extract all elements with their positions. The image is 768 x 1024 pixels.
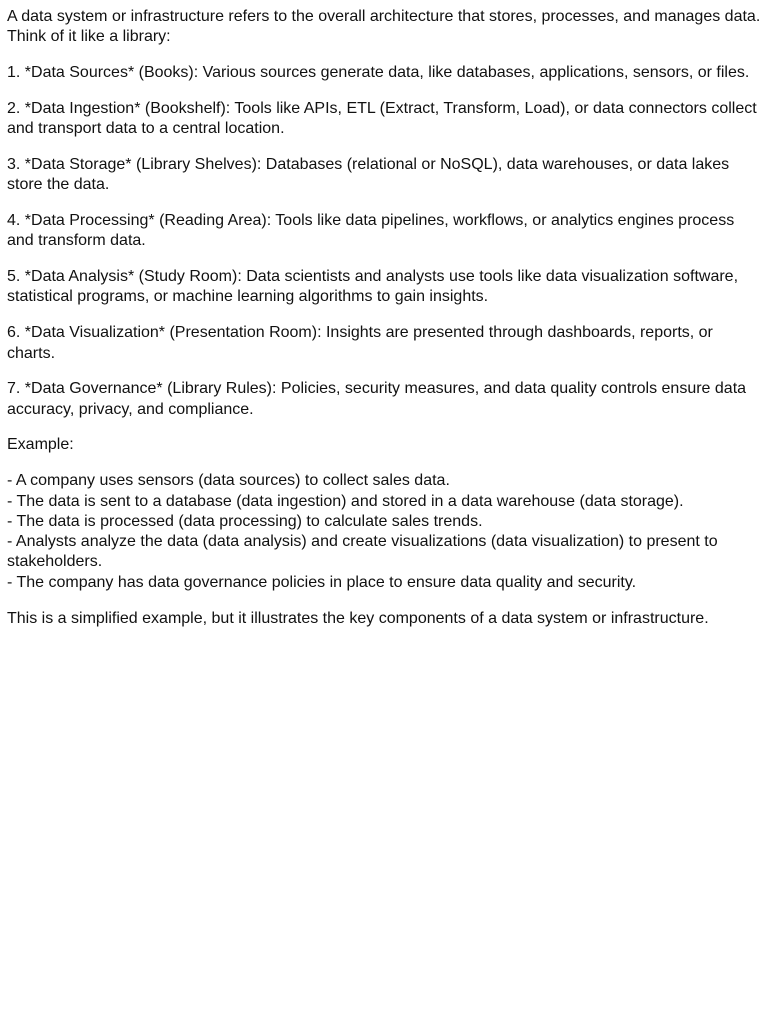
- example-item: - The data is sent to a database (data ingestion) and stored in a data warehouse (data storage).: [7, 492, 684, 510]
- component-item-data-processing: 4. *Data Processing* (Reading Area): Tools like data pipelines, workflows, or analytics engines process and transform data.: [7, 212, 735, 250]
- example-item: - The company has data governance policies in place to ensure data quality and security.: [7, 573, 637, 591]
- example-list: [7, 471, 762, 593]
- component-item-data-governance: 7. *Data Governance* (Library Rules): Policies, security measures, and data quality controls ensure data accuracy, privacy, and compliance.: [7, 380, 747, 418]
- component-item-data-visualization: 6. *Data Visualization* (Presentation Room): Insights are presented through dashboards, reports, or charts.: [7, 324, 713, 362]
- example-item: - The data is processed (data processing) to calculate sales trends.: [7, 512, 483, 530]
- example-item: - Analysts analyze the data (data analysis) and create visualizations (data visualization) to present to stakeholders.: [7, 533, 718, 571]
- example-heading: Example:: [7, 436, 74, 454]
- conclusion-paragraph: This is a simplified example, but it illustrates the key components of a data system or infrastructure.: [7, 609, 709, 627]
- component-item-data-ingestion: 2. *Data Ingestion* (Bookshelf): Tools like APIs, ETL (Extract, Transform, Load), or data connectors collect and transport data to a central location.: [7, 99, 757, 138]
- component-item-data-analysis: 5. *Data Analysis* (Study Room): Data scientists and analysts use tools like data visualization software, statistical programs, or machine learning algorithms to gain insights.: [7, 268, 739, 306]
- component-item-data-sources: 1. *Data Sources* (Books): Various sources generate data, like databases, applications, sensors, or files.: [7, 64, 750, 82]
- example-item: - A company uses sensors (data sources) to collect sales data.: [7, 472, 450, 490]
- intro-paragraph: A data system or infrastructure refers to the overall architecture that stores, processes, and manages data. Think of it like a library:: [7, 8, 761, 46]
- component-item-data-storage: 3. *Data Storage* (Library Shelves): Databases (relational or NoSQL), data warehouses, or data lakes store the data.: [7, 155, 730, 194]
